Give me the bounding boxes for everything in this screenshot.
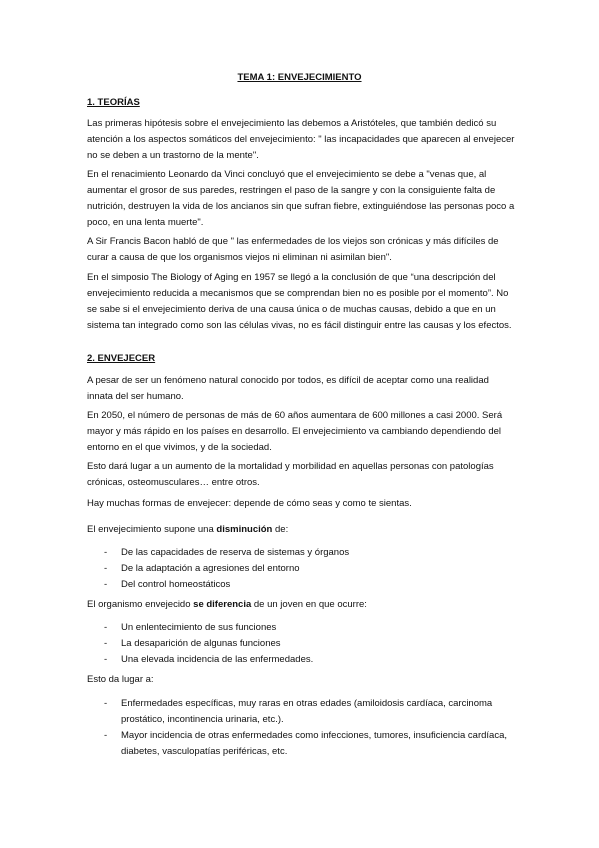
lugar-list (87, 696, 517, 760)
section-1-paragraph-4: En el simposio The Biology of Aging en 1957 se llegó a la conclusión de que “una descripción del envejecimiento reducida a mecanismos que se comprendan bien no es posible por el momento”. No se sabe si el envejecimiento deriva de una causa única o de muchas causas, debido a que en un sistema tan integrado como son las células vivas, no es fácil distinguir entre las causas y los efectos. (87, 272, 512, 331)
list-item: - La desaparición de algunas funciones (87, 636, 517, 652)
section-2-paragraph-2: En 2050, el número de personas de más de 60 años aumentara de 600 millones a casi 2000. Será mayor y más rápido en los países en desarrollo. El envejecimiento va cambiando dependiendo del entorno en el que vivimos, y de la sociedad. (87, 410, 503, 453)
disminucion-keyword: disminución (216, 524, 273, 535)
section-1-paragraph-2: En el renacimiento Leonardo da Vinci concluyó que el envejecimiento se debe a "venas que, al aumentar el grosor de sus paredes, restringen el paso de la sangre y con la consiguiente falta de nutrición, destruyen la vida de los ancianos sin que sufran fiebre, extinguiéndose las personas poco a poco, en una lenta muerte". (87, 169, 515, 228)
list-item: - De la adaptación a agresiones del entorno (87, 561, 517, 577)
list-item: - De las capacidades de reserva de sistemas y órganos (87, 545, 517, 561)
section-1-paragraph-3: A Sir Francis Bacon habló de que " las enfermedades de los viejos son crónicas y más difíciles de curar a causa de que los organismos viejos ni eliminan ni asimilan bien". (87, 236, 499, 263)
section-1-heading: 1. TEORÍAS (87, 97, 140, 108)
section-1-paragraph-1: Las primeras hipótesis sobre el envejecimiento las debemos a Aristóteles, que también dedicó su atención a los aspectos somáticos del envejecimiento: " las incapacidades que aparecen al envejecer no se deben a un trastorno de la mente". (87, 118, 515, 161)
list-item: - Un enlentecimiento de sus funciones (87, 620, 517, 636)
diferencia-intro: El organismo envejecido se diferencia de un joven en que ocurre: (87, 599, 367, 610)
list-item: - Enfermedades específicas, muy raras en otras edades (amiloidosis cardíaca, carcinoma prostático, incontinencia urinaria, etc.). (87, 696, 517, 728)
diferencia-list (87, 620, 517, 668)
section-2-paragraph-1: A pesar de ser un fenómeno natural conocido por todos, es difícil de aceptar como una realidad innata del ser humano. (87, 375, 489, 402)
lugar-intro: Esto da lugar a: (87, 674, 154, 685)
list-item: - Una elevada incidencia de las enfermedades. (87, 652, 517, 668)
list-item: - Mayor incidencia de otras enfermedades como infecciones, tumores, insuficiencia cardíaca, diabetes, vasculopatías periféricas, etc. (87, 728, 517, 760)
document-title: TEMA 1: ENVEJECIMIENTO (237, 72, 362, 83)
disminucion-intro: El envejecimiento supone una disminución de: (87, 524, 289, 535)
section-2-paragraph-4: Hay muchas formas de envejecer: depende de cómo seas y como te sientas. (87, 498, 412, 509)
list-item: - Del control homeostáticos (87, 577, 517, 593)
section-2-paragraph-3: Esto dará lugar a un aumento de la mortalidad y morbilidad en aquellas personas con patologías crónicas, osteomusculares… entre otros. (87, 461, 494, 488)
disminucion-list (87, 545, 517, 593)
section-2-heading: 2. ENVEJECER (87, 353, 156, 364)
diferencia-keyword: se diferencia (193, 599, 252, 610)
